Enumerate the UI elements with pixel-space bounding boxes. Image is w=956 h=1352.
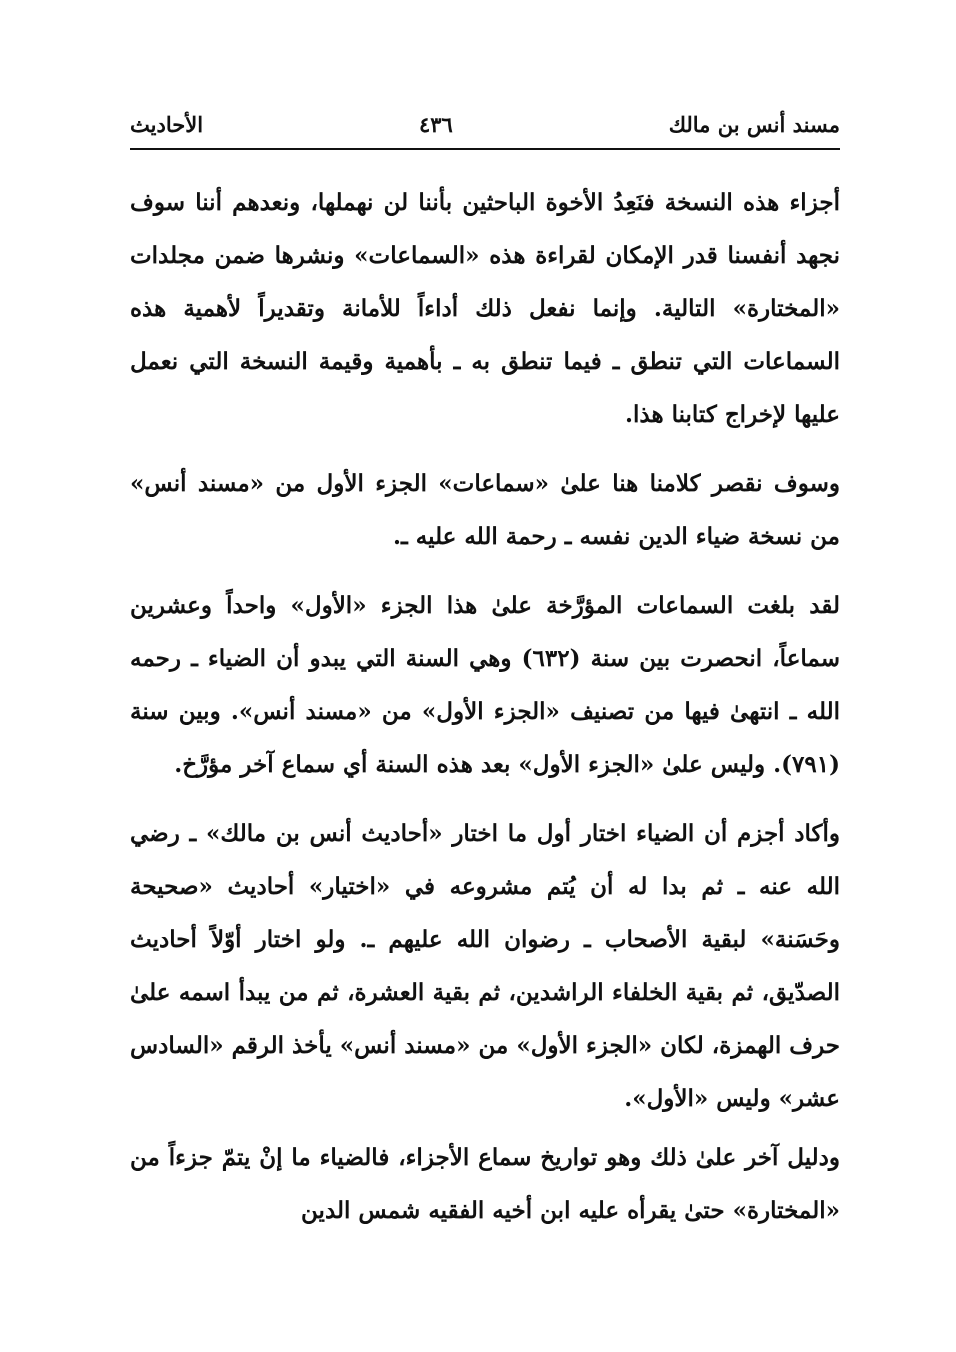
paragraph-3: لقد بلغت السماعات المؤرَّخة علىٰ هذا الجزء «الأول» واحداً وعشرين سماعاً، انحصرت بين سنة (٦٣٢) وهي السنة التي يبدو أن الضياء ـ رحمه الله ـ انتهىٰ فيها من تصنيف «الجزء الأول» من «مسند أنس». وبين سنة (٧٩١). وليس علىٰ «الجزء الأول» بعد هذه السنة أي سماع آخر مؤرَّخ. — [130, 592, 840, 778]
section-title: الأحاديث — [130, 112, 204, 137]
page-body — [130, 176, 840, 1237]
book-title: مسند أنس بن مالك — [668, 112, 840, 137]
header-rule — [130, 148, 840, 150]
paragraph-4: وأكاد أجزم أن الضياء اختار أول ما اختار «أحاديث أنس بن مالك» ـ رضي الله عنه ـ ثم بدا له أن يُتم مشروعه في «اختيار» أحاديث «صحيحة وحَسَنة» لبقية الأصحاب ـ رضوان الله عليهم ـ. ولو اختار أوّلاً أحاديث الصدّيق، ثم بقية الخلفاء الراشدين، ثم بقية العشرة، ثم من يبدأ اسمه علىٰ حرف الهمزة، لكان «الجزء الأول» من «مسند أنس» يأخذ الرقم «السادس عشر» وليس «الأول». — [130, 820, 840, 1112]
paragraph-5: ودليل آخر علىٰ ذلك وهو تواريخ سماع الأجزاء، فالضياء ما إنْ يتمّ جزءاً من «المختارة» حتىٰ يقرأه عليه ابن أخيه الفقيه شمس الدين — [130, 1144, 840, 1224]
paragraph-2: وسوف نقصر كلامنا هنا علىٰ «سماعات» الجزء الأول من «مسند أنس» من نسخة ضياء الدين نفسه ـ رحمة الله عليه ـ. — [130, 470, 840, 550]
page-number: ٤٣٦ — [418, 112, 453, 137]
running-header — [130, 100, 840, 140]
paragraph-1: أجزاء هذه النسخة فنَعِدُ الأخوة الباحثين بأننا لن نهملها، ونعدهم أننا سوف نجهد أنفسنا قدر الإمكان لقراءة هذه «السماعات» ونشرها ضمن مجلدات «المختارة» التالية. وإنما نفعل ذلك أداءاً للأمانة وتقديراً لأهمية هذه السماعات التي تنطق ـ فيما تنطق به ـ بأهمية وقيمة النسخة التي نعمل عليها لإخراج كتابنا هذا. — [130, 189, 840, 428]
page — [130, 100, 840, 1253]
